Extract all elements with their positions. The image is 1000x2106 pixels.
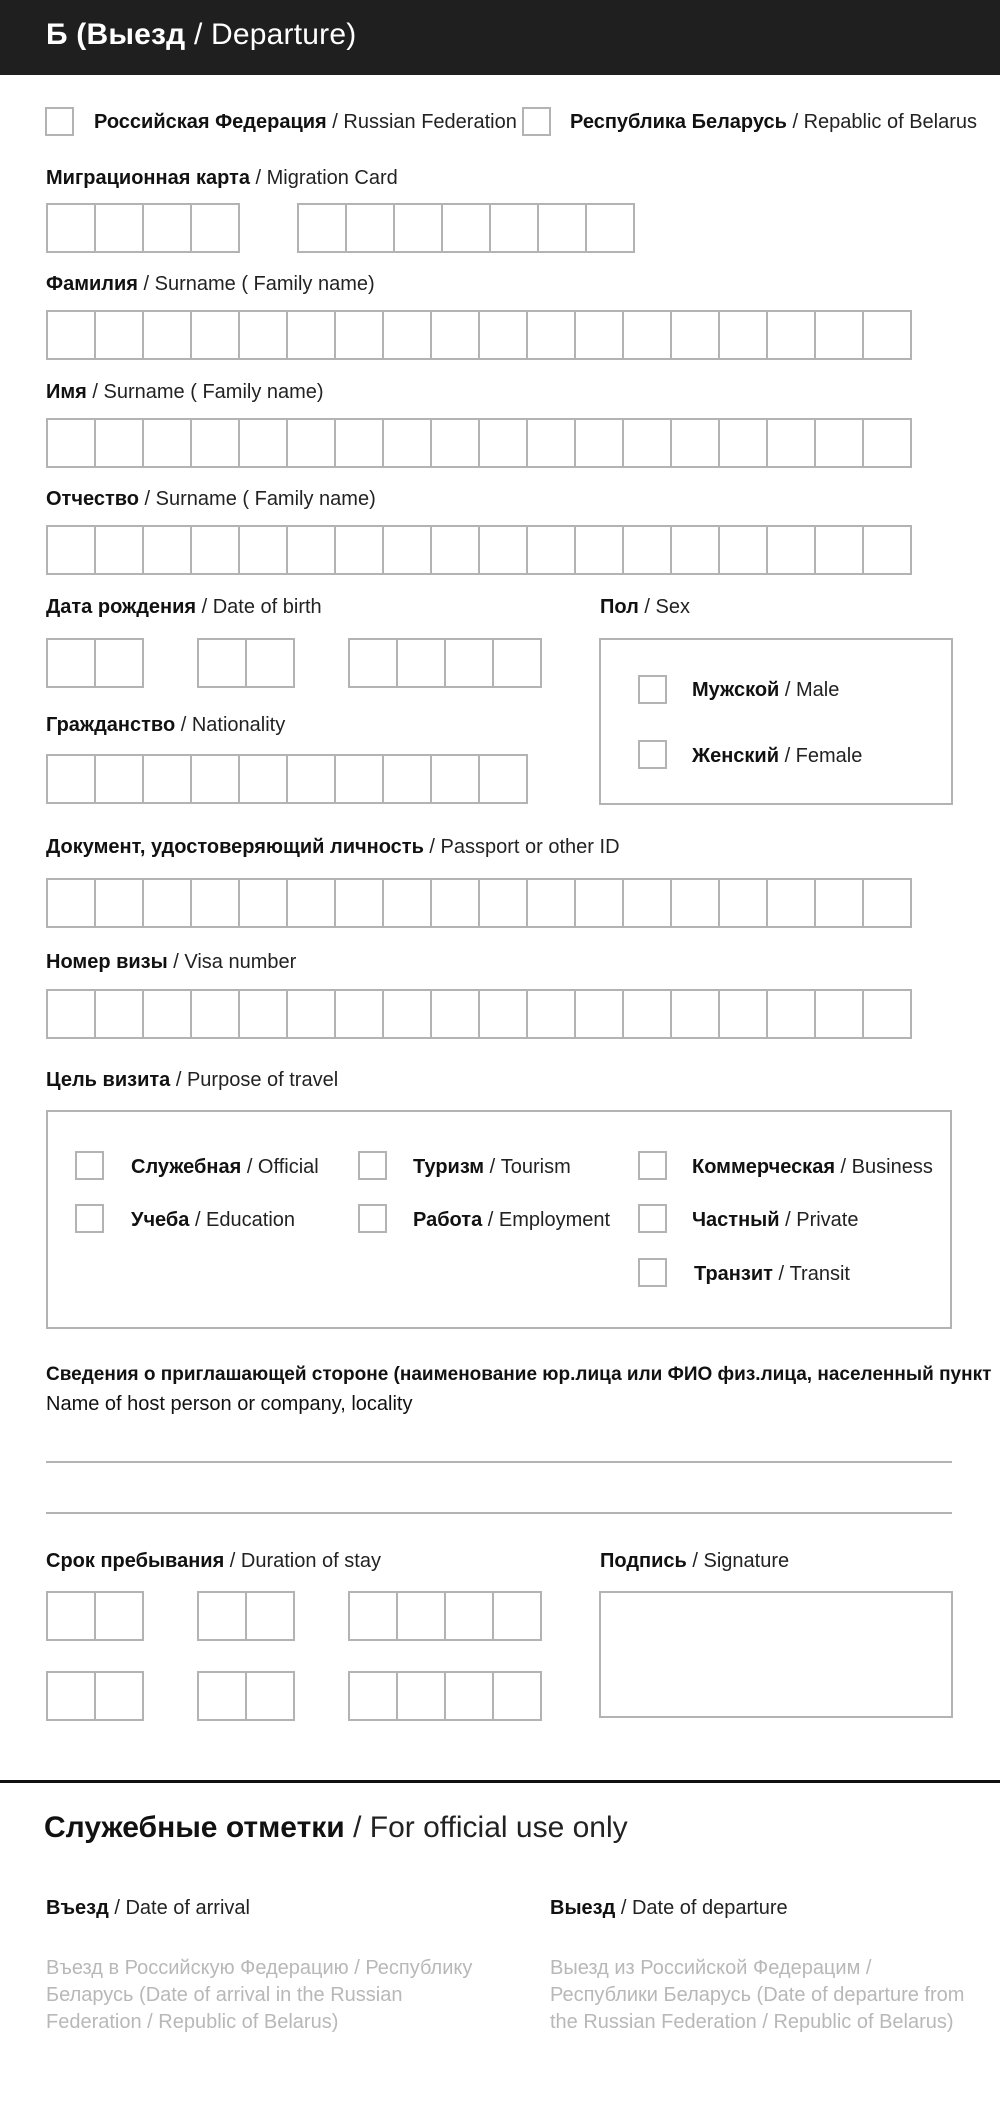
input-cell[interactable] (492, 638, 542, 688)
section-header (0, 0, 1000, 75)
input-cell[interactable] (718, 310, 768, 360)
input-cell[interactable] (348, 1671, 398, 1721)
sex-male-checkbox[interactable] (638, 675, 667, 704)
surname-input[interactable] (46, 310, 910, 360)
input-cell[interactable] (574, 310, 624, 360)
signature-box[interactable] (599, 1591, 953, 1718)
input-cell[interactable] (334, 525, 384, 575)
country-belarus-checkbox[interactable] (522, 107, 551, 136)
input-cell[interactable] (622, 310, 672, 360)
host-label-ru: Сведения о приглашающей стороне (наименование юр.лица или ФИО физ.лица, населенный пункт (46, 1364, 992, 1385)
purpose-tourism-label: Туризм / Tourism (413, 1156, 571, 1178)
duration-from-day-input[interactable] (46, 1591, 142, 1641)
input-cell[interactable] (489, 203, 539, 253)
input-cell[interactable] (622, 418, 672, 468)
input-cell[interactable] (574, 989, 624, 1039)
input-cell[interactable] (670, 989, 720, 1039)
input-cell[interactable] (334, 418, 384, 468)
sex-female-checkbox[interactable] (638, 740, 667, 769)
input-cell[interactable] (286, 989, 336, 1039)
input-cell[interactable] (622, 525, 672, 575)
input-cell[interactable] (766, 418, 816, 468)
input-cell[interactable] (382, 878, 432, 928)
input-cell[interactable] (814, 878, 864, 928)
input-cell[interactable] (297, 203, 347, 253)
input-cell[interactable] (478, 878, 528, 928)
input-cell[interactable] (238, 418, 288, 468)
input-cell[interactable] (382, 418, 432, 468)
input-cell[interactable] (190, 203, 240, 253)
input-cell[interactable] (382, 525, 432, 575)
input-cell[interactable] (46, 754, 96, 804)
migration-card-label: Миграционная карта / Migration Card (46, 167, 398, 189)
purpose-transit-label: Транзит / Transit (694, 1263, 850, 1285)
input-cell[interactable] (382, 310, 432, 360)
purpose-business-label: Коммерческая / Business (692, 1156, 933, 1178)
input-cell[interactable] (286, 525, 336, 575)
input-cell[interactable] (574, 525, 624, 575)
input-cell[interactable] (670, 310, 720, 360)
input-cell[interactable] (396, 638, 446, 688)
visa-input[interactable] (46, 989, 910, 1039)
input-cell[interactable] (718, 525, 768, 575)
input-cell[interactable] (766, 525, 816, 575)
input-cell[interactable] (526, 418, 576, 468)
input-cell[interactable] (190, 989, 240, 1039)
input-cell[interactable] (46, 989, 96, 1039)
input-cell[interactable] (286, 878, 336, 928)
purpose-private-checkbox[interactable] (638, 1204, 667, 1233)
input-cell[interactable] (286, 310, 336, 360)
input-cell[interactable] (94, 878, 144, 928)
input-cell[interactable] (574, 418, 624, 468)
input-cell[interactable] (718, 878, 768, 928)
input-cell[interactable] (814, 525, 864, 575)
input-cell[interactable] (393, 203, 443, 253)
input-cell[interactable] (46, 418, 96, 468)
input-cell[interactable] (430, 989, 480, 1039)
input-cell[interactable] (94, 754, 144, 804)
input-cell[interactable] (142, 525, 192, 575)
dob-month-input[interactable] (197, 638, 293, 688)
input-cell[interactable] (348, 638, 398, 688)
purpose-tourism-checkbox[interactable] (358, 1151, 387, 1180)
duration-to-month-input[interactable] (197, 1671, 293, 1721)
input-cell[interactable] (766, 989, 816, 1039)
input-cell[interactable] (526, 878, 576, 928)
departure-label: Выезд / Date of departure (550, 1897, 788, 1919)
input-cell[interactable] (622, 878, 672, 928)
passport-label: Документ, удостоверяющий личность / Passport or other ID (46, 836, 620, 858)
input-cell[interactable] (94, 310, 144, 360)
input-cell[interactable] (238, 754, 288, 804)
input-cell[interactable] (245, 1671, 295, 1721)
input-cell[interactable] (766, 310, 816, 360)
input-cell[interactable] (585, 203, 635, 253)
input-cell[interactable] (46, 310, 96, 360)
duration-to-year-input[interactable] (348, 1671, 540, 1721)
input-cell[interactable] (142, 878, 192, 928)
purpose-label: Цель визита / Purpose of travel (46, 1069, 339, 1091)
input-cell[interactable] (444, 1591, 494, 1641)
input-cell[interactable] (46, 638, 96, 688)
input-cell[interactable] (142, 310, 192, 360)
official-title: Служебные отметки / For official use only (44, 1811, 628, 1844)
input-cell[interactable] (478, 989, 528, 1039)
sex-label: Пол / Sex (600, 596, 690, 618)
input-cell[interactable] (526, 310, 576, 360)
input-cell[interactable] (245, 1591, 295, 1641)
input-cell[interactable] (286, 418, 336, 468)
host-input-line-1[interactable] (46, 1461, 952, 1463)
input-cell[interactable] (492, 1671, 542, 1721)
nationality-input[interactable] (46, 754, 526, 804)
input-cell[interactable] (197, 638, 247, 688)
purpose-education-label: Учеба / Education (131, 1209, 296, 1231)
input-cell[interactable] (238, 310, 288, 360)
input-cell[interactable] (190, 878, 240, 928)
input-cell[interactable] (430, 418, 480, 468)
country-russia-label: Российская Федерация / Russian Federation (94, 111, 517, 133)
input-cell[interactable] (478, 418, 528, 468)
input-cell[interactable] (430, 878, 480, 928)
sex-male-label: Мужской / Male (692, 679, 840, 701)
input-cell[interactable] (478, 754, 528, 804)
input-cell[interactable] (94, 1591, 144, 1641)
input-cell[interactable] (190, 310, 240, 360)
dob-label: Дата рождения / Date of birth (46, 596, 322, 618)
input-cell[interactable] (478, 525, 528, 575)
input-cell[interactable] (670, 525, 720, 575)
input-cell[interactable] (142, 989, 192, 1039)
input-cell[interactable] (622, 989, 672, 1039)
input-cell[interactable] (430, 754, 480, 804)
input-cell[interactable] (862, 989, 912, 1039)
input-cell[interactable] (142, 754, 192, 804)
input-cell[interactable] (670, 878, 720, 928)
input-cell[interactable] (492, 1591, 542, 1641)
host-input-line-2[interactable] (46, 1512, 952, 1514)
duration-label: Срок пребывания / Duration of stay (46, 1550, 381, 1572)
input-cell[interactable] (526, 525, 576, 575)
signature-label: Подпись / Signature (600, 1550, 790, 1572)
input-cell[interactable] (94, 418, 144, 468)
input-cell[interactable] (190, 754, 240, 804)
input-cell[interactable] (238, 989, 288, 1039)
input-cell[interactable] (814, 989, 864, 1039)
input-cell[interactable] (814, 310, 864, 360)
duration-from-year-input[interactable] (348, 1591, 540, 1641)
purpose-transit-checkbox[interactable] (638, 1258, 667, 1287)
purpose-business-checkbox[interactable] (638, 1151, 667, 1180)
purpose-private-label: Частный / Private (692, 1209, 859, 1231)
input-cell[interactable] (814, 418, 864, 468)
input-cell[interactable] (334, 310, 384, 360)
input-cell[interactable] (430, 525, 480, 575)
input-cell[interactable] (862, 310, 912, 360)
host-label-en: Name of host person or company, locality (46, 1393, 413, 1415)
purpose-employment-checkbox[interactable] (358, 1204, 387, 1233)
input-cell[interactable] (444, 1671, 494, 1721)
input-cell[interactable] (190, 525, 240, 575)
dob-year-input[interactable] (348, 638, 540, 688)
name-label: Имя / Surname ( Family name) (46, 381, 324, 403)
input-cell[interactable] (334, 754, 384, 804)
input-cell[interactable] (46, 1671, 96, 1721)
input-cell[interactable] (94, 638, 144, 688)
passport-input[interactable] (46, 878, 910, 928)
patronymic-input[interactable] (46, 525, 910, 575)
input-cell[interactable] (197, 1591, 247, 1641)
sex-box (599, 638, 953, 805)
official-divider (0, 1780, 1000, 1783)
input-cell[interactable] (382, 989, 432, 1039)
input-cell[interactable] (94, 989, 144, 1039)
duration-to-day-input[interactable] (46, 1671, 142, 1721)
input-cell[interactable] (46, 203, 96, 253)
input-cell[interactable] (396, 1671, 446, 1721)
duration-from-month-input[interactable] (197, 1591, 293, 1641)
migration-card-series-input[interactable] (46, 203, 238, 253)
input-cell[interactable] (396, 1591, 446, 1641)
migration-card-number-input[interactable] (297, 203, 633, 253)
input-cell[interactable] (574, 878, 624, 928)
input-cell[interactable] (537, 203, 587, 253)
purpose-official-checkbox[interactable] (75, 1151, 104, 1180)
departure-note: Выезд из Российской Федерацим / Республики Беларусь (Date of departure from the Russian Federation / Republic of Belarus) (550, 1957, 965, 2033)
country-belarus-label: Республика Беларусь / Repablic of Belarus (570, 111, 978, 133)
input-cell[interactable] (190, 418, 240, 468)
input-cell[interactable] (718, 418, 768, 468)
input-cell[interactable] (238, 878, 288, 928)
input-cell[interactable] (197, 1671, 247, 1721)
input-cell[interactable] (142, 203, 192, 253)
input-cell[interactable] (46, 1591, 96, 1641)
input-cell[interactable] (670, 418, 720, 468)
nationality-label: Гражданство / Nationality (46, 714, 286, 736)
input-cell[interactable] (478, 310, 528, 360)
input-cell[interactable] (382, 754, 432, 804)
input-cell[interactable] (862, 418, 912, 468)
sex-female-label: Женский / Female (692, 745, 863, 767)
input-cell[interactable] (94, 525, 144, 575)
input-cell[interactable] (142, 418, 192, 468)
arrival-note: Въезд в Российскую Федерацию / Республику Беларусь (Date of arrival in the Russian Federation / Republic of Belarus) (46, 1957, 473, 2033)
input-cell[interactable] (334, 878, 384, 928)
input-cell[interactable] (862, 878, 912, 928)
name-input[interactable] (46, 418, 910, 468)
purpose-employment-label: Работа / Employment (413, 1209, 611, 1231)
surname-label: Фамилия / Surname ( Family name) (46, 273, 375, 295)
input-cell[interactable] (46, 525, 96, 575)
input-cell[interactable] (718, 989, 768, 1039)
input-cell[interactable] (94, 203, 144, 253)
input-cell[interactable] (441, 203, 491, 253)
input-cell[interactable] (345, 203, 395, 253)
input-cell[interactable] (334, 989, 384, 1039)
purpose-official-label: Служебная / Official (131, 1156, 319, 1178)
input-cell[interactable] (94, 1671, 144, 1721)
visa-label: Номер визы / Visa number (46, 951, 297, 973)
section-title: Б (Выезд / Departure) (46, 18, 357, 51)
purpose-education-checkbox[interactable] (75, 1204, 104, 1233)
arrival-label: Въезд / Date of arrival (46, 1897, 250, 1919)
input-cell[interactable] (430, 310, 480, 360)
input-cell[interactable] (286, 754, 336, 804)
input-cell[interactable] (766, 878, 816, 928)
input-cell[interactable] (862, 525, 912, 575)
input-cell[interactable] (444, 638, 494, 688)
input-cell[interactable] (526, 989, 576, 1039)
input-cell[interactable] (348, 1591, 398, 1641)
input-cell[interactable] (245, 638, 295, 688)
country-russia-checkbox[interactable] (45, 107, 74, 136)
input-cell[interactable] (46, 878, 96, 928)
input-cell[interactable] (238, 525, 288, 575)
dob-day-input[interactable] (46, 638, 142, 688)
patronymic-label: Отчество / Surname ( Family name) (46, 488, 376, 510)
